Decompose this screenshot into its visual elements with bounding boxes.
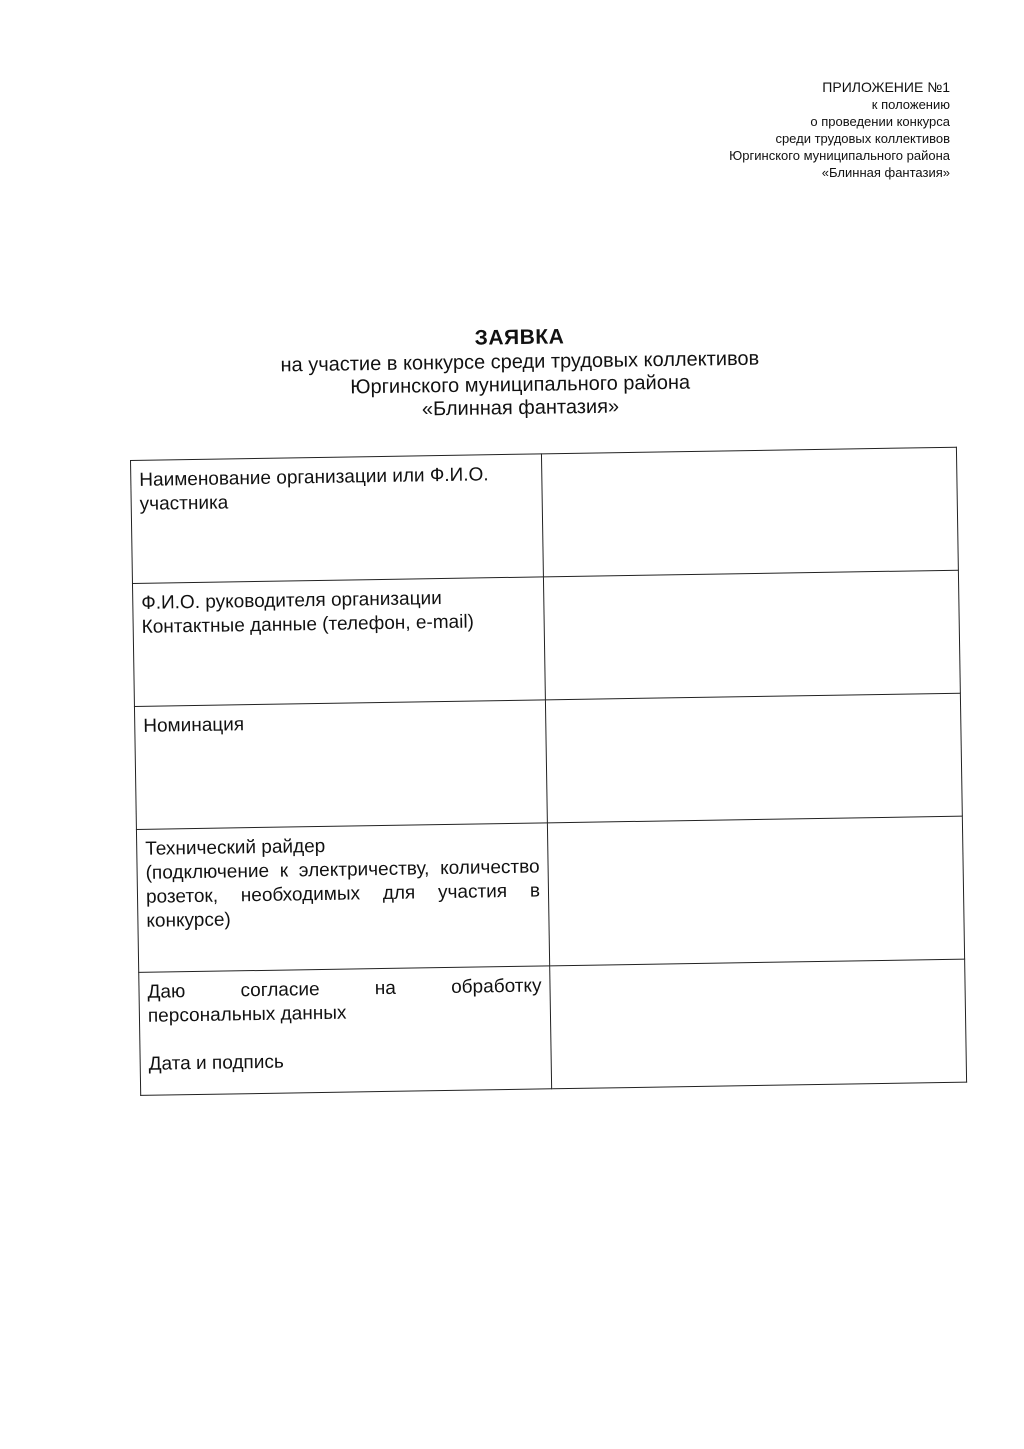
form-label-cell [139,966,552,1096]
form-row-consent [139,959,967,1095]
document-subtitle-line: Юргинского муниципального района [350,371,691,399]
appendix-line: «Блинная фантазия» [821,165,950,180]
form-label: Наименование организации или Ф.И.О. участника [139,464,489,515]
form-row-manager-contacts [132,570,960,706]
form-label: Номинация [143,714,245,737]
form-value-field[interactable] [541,447,958,577]
appendix-line: к положению [871,97,950,112]
document-subtitle-line: на участие в конкурсе среди трудовых коллективов [280,347,760,377]
document-title: ЗАЯВКА [474,325,565,350]
form-row-organization [131,447,959,583]
appendix-line: о проведении конкурса [810,114,950,129]
form-label: Ф.И.О. руководителя организации Контактные данные (телефон, e-mail) [141,588,475,638]
form-row-nomination [134,693,962,829]
appendix-line: Юргинского муниципального района [729,148,950,163]
consent-text-line: персональных данных [147,1002,347,1027]
document-subtitle-line: «Блинная фантазия» [421,395,620,421]
appendix-line: среди трудовых коллективов [775,131,950,146]
form-label-cell [132,577,545,707]
document-heading [0,318,1024,428]
form-value-field[interactable] [547,816,964,966]
consent-text-line: Даю согласие на обработку [147,975,542,1003]
appendix-header [729,78,950,181]
form-label-cell [131,454,544,584]
appendix-title: ПРИЛОЖЕНИЕ №1 [822,79,950,95]
form-value-field[interactable] [550,959,967,1089]
form-value-field[interactable] [545,693,962,823]
form-label-cell [134,700,547,830]
form-row-technical-rider [136,816,964,972]
form-label: Технический райдер [145,835,326,860]
form-label-cell [136,823,549,973]
form-value-field[interactable] [543,570,960,700]
date-signature-label: Дата и подпись [148,1051,284,1075]
form-label-description: (подключение к электричеству, количество розеток, необходимых для участия в конкурсе) [145,856,541,932]
application-form-table [130,447,967,1096]
